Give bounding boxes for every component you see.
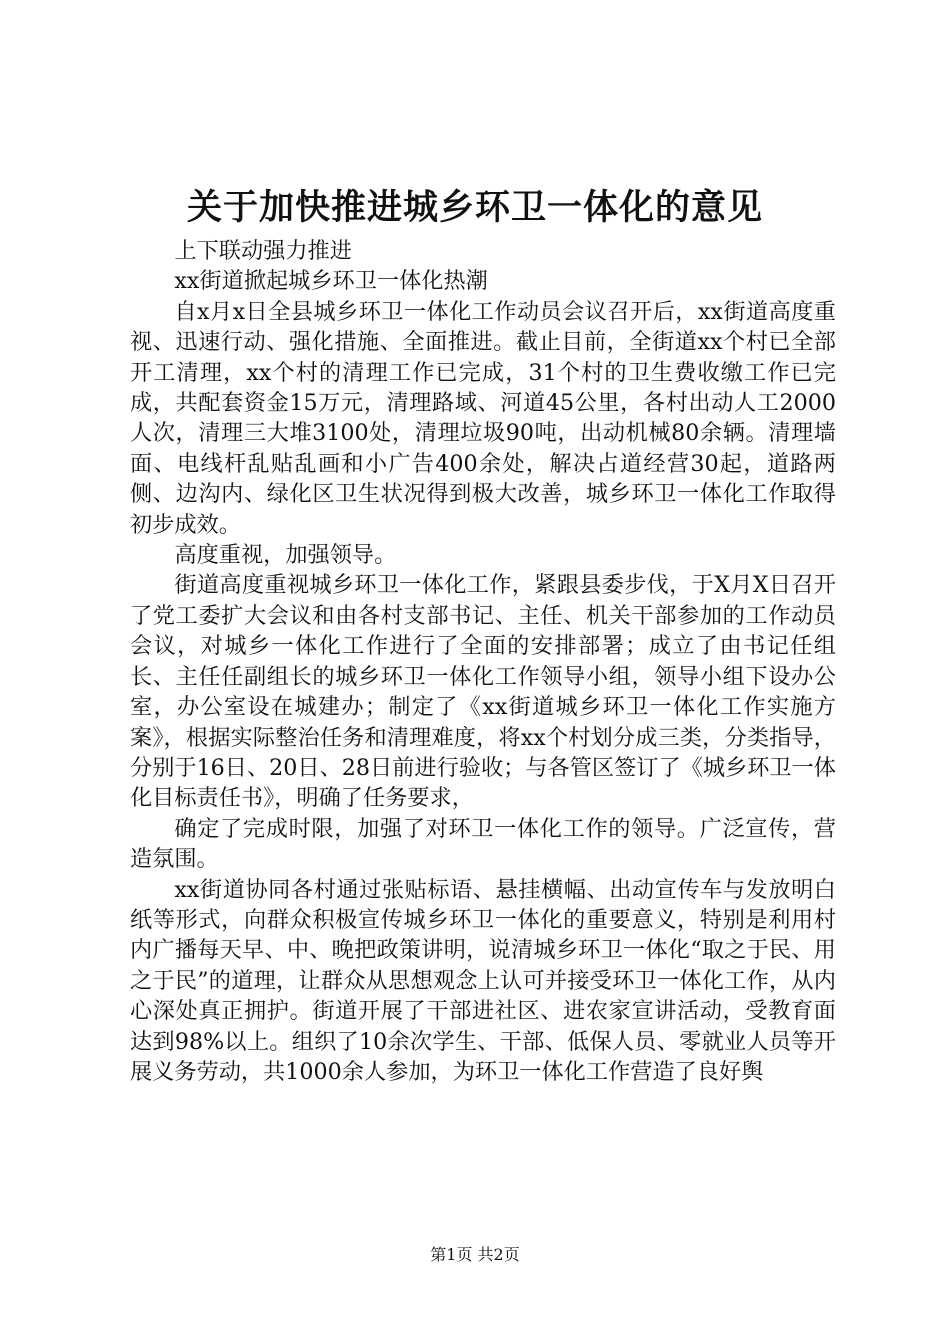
paragraph: xx街道协同各村通过张贴标语、悬挂横幅、出动宣传车与发放明白纸等形式，向群众积极宣传城乡环卫一体化的重要意义，特别是利用村内广播每天早、中、晚把政策讲明，说清城乡环卫一体化“取之于民、用之于民”的道理，让群众从思想观念上认可并接受环卫一体化工作，从内心深处真正拥护。街道开展了干部进社区、进农家宣讲活动，受教育面达到98%以上。组织了10余次学生、干部、低保人员、零就业人员等开展义务劳动，共1000余人参加，为环卫一体化工作营造了良好舆 xyxy=(130,876,836,1085)
page-number-footer: 第1页 共2页 xyxy=(430,1245,520,1264)
paragraph: 确定了完成时限，加强了对环卫一体化工作的领导。广泛宣传，营造氛围。 xyxy=(130,815,836,873)
document-body xyxy=(130,236,836,1087)
paragraph: 高度重视，加强领导。 xyxy=(174,542,397,569)
document-title: 关于加快推进城乡环卫一体化的意见 xyxy=(186,187,763,228)
paragraph: 街道高度重视城乡环卫一体化工作，紧跟县委步伐，于X月X日召开了党工委扩大会议和由各村支部书记、主任、机关干部参加的工作动员会议，对城乡一体化工作进行了全面的安排部署；成立了由书记任组长、主任任副组长的城乡环卫一体化工作领导小组，领导小组下设办公室，办公室设在城建办；制定了《xx街道城乡环卫一体化工作实施方案》，根据实际整治任务和清理难度，将xx个村划分成三类，分类指导，分别于16日、20日、28日前进行验收；与各管区签订了《城乡环卫一体化目标责任书》，明确了任务要求， xyxy=(130,572,836,812)
paragraph: 自x月x日全县城乡环卫一体化工作动员会议召开后，xx街道高度重视、迅速行动、强化措施、全面推进。截止目前，全街道xx个村已全部开工清理，xx个村的清理工作已完成，31个村的卫生费收缴工作已完成，共配套资金15万元，清理路域、河道45公里，各村出动人工2000人次，清理三大堆3100处，清理垃圾90吨，出动机械80余辆。清理墙面、电线杆乱贴乱画和小广告400余处，解决占道经营30起，道路两侧、边沟内、绿化区卫生状况得到极大改善，城乡环卫一体化工作取得初步成效。 xyxy=(130,298,836,538)
paragraph: xx街道掀起城乡环卫一体化热潮 xyxy=(174,268,488,295)
paragraph: 上下联动强力推进 xyxy=(174,238,352,264)
